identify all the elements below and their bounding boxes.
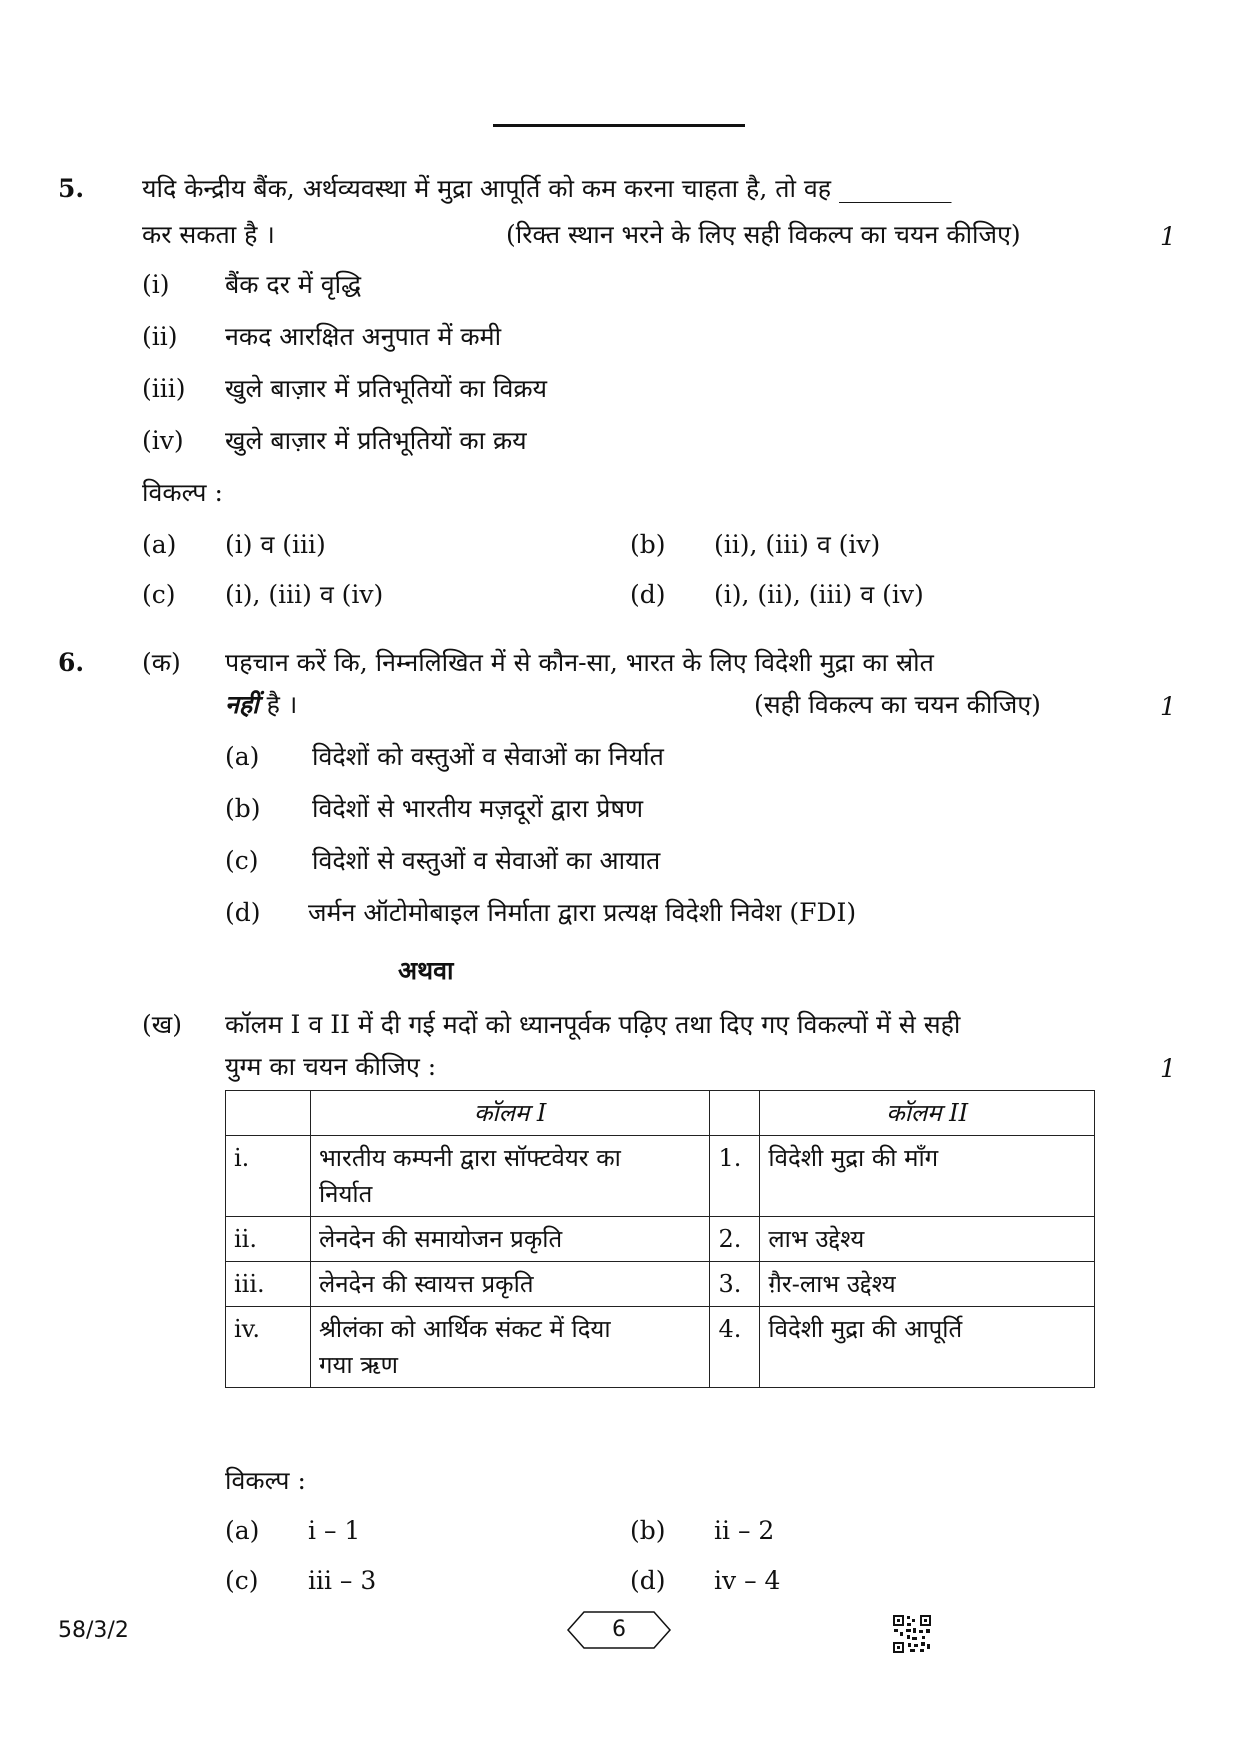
- page-number: 6: [612, 1617, 626, 1642]
- row-number: iv.: [226, 1307, 311, 1388]
- statement-text: नकद आरक्षित अनुपात में कमी: [225, 322, 502, 351]
- question-6a-label: (क): [142, 648, 181, 677]
- option-text: iv – 4: [714, 1566, 781, 1595]
- row-number: ii.: [226, 1217, 311, 1262]
- qr-code-icon: [892, 1614, 932, 1654]
- column-1-cell: [310, 1307, 710, 1388]
- statement-text: खुले बाज़ार में प्रतिभूतियों का क्रय: [225, 426, 527, 455]
- statement-number: (ii): [142, 322, 178, 351]
- statement-number: (iv): [142, 426, 184, 455]
- option-key: (c): [225, 1566, 259, 1595]
- question-6a-instruction: (सही विकल्प का चयन कीजिए): [754, 690, 1041, 719]
- question-5-number: 5.: [58, 174, 85, 203]
- column-2-cell: विदेशी मुद्रा की माँग: [760, 1136, 1095, 1217]
- option-text: विदेशों को वस्तुओं व सेवाओं का निर्यात: [312, 742, 664, 771]
- column-2-header: कॉलम II: [760, 1091, 1095, 1136]
- question-5-marks: 1: [1160, 222, 1176, 251]
- table-row: [226, 1136, 1095, 1217]
- column-2-cell: ग़ैर-लाभ उद्देश्य: [760, 1262, 1095, 1307]
- question-6b-text-line2: युग्म का चयन कीजिए :: [225, 1052, 437, 1081]
- table-row: [226, 1262, 1095, 1307]
- option-key: (a): [225, 742, 260, 771]
- row-number: 4.: [710, 1307, 760, 1388]
- option-key: (b): [630, 530, 666, 559]
- option-key: (c): [142, 580, 176, 609]
- or-separator: अथवा: [398, 956, 454, 985]
- option-text: i – 1: [308, 1516, 361, 1545]
- statement-number: (i): [142, 270, 170, 299]
- question-6b-text-line1: कॉलम I व II में दी गई मदों को ध्यानपूर्वक पढ़िए तथा दिए गए विकल्पों में से सही: [225, 1010, 961, 1039]
- statement-text: बैंक दर में वृद्धि: [225, 270, 362, 299]
- table-header-row: [226, 1091, 1095, 1136]
- option-key: (d): [630, 580, 666, 609]
- top-rule: [493, 124, 745, 127]
- option-key: (b): [630, 1516, 666, 1545]
- option-text: (i) व (iii): [225, 530, 326, 559]
- cell-line: निर्यात: [318, 1180, 373, 1208]
- question-5-text-line2: कर सकता है ।: [142, 220, 275, 249]
- option-text: विदेशों से वस्तुओं व सेवाओं का आयात: [312, 846, 661, 875]
- option-text: (i), (ii), (iii) व (iv): [714, 580, 924, 609]
- question-6a-text-rest: है ।: [266, 690, 298, 719]
- option-key: (a): [142, 530, 177, 559]
- cell-line: भारतीय कम्पनी द्वारा सॉफ्टवेयर का: [318, 1144, 621, 1172]
- table-cell: [226, 1091, 311, 1136]
- statement-number: (iii): [142, 374, 186, 403]
- column-1-header: कॉलम I: [310, 1091, 710, 1136]
- row-number: 2.: [710, 1217, 760, 1262]
- options-label: विकल्प :: [225, 1466, 306, 1495]
- option-text: iii – 3: [308, 1566, 377, 1595]
- table-row: [226, 1307, 1095, 1388]
- question-6b-label: (ख): [142, 1010, 182, 1039]
- row-number: 1.: [710, 1136, 760, 1217]
- option-key: (b): [225, 794, 261, 823]
- page-number-badge: [566, 1610, 672, 1650]
- option-key: (d): [630, 1566, 666, 1595]
- match-table: [225, 1090, 1095, 1388]
- option-key: (d): [225, 898, 261, 927]
- row-number: 3.: [710, 1262, 760, 1307]
- question-6a-text-line2: [225, 690, 297, 720]
- paper-code: 58/3/2: [58, 1618, 129, 1643]
- cell-line: गया ऋण: [318, 1351, 399, 1379]
- option-key: (c): [225, 846, 259, 875]
- column-2-cell: लाभ उद्देश्य: [760, 1217, 1095, 1262]
- option-text: विदेशों से भारतीय मज़दूरों द्वारा प्रेषण: [312, 794, 644, 823]
- question-6a-marks: 1: [1160, 692, 1176, 721]
- column-1-cell: लेनदेन की समायोजन प्रकृति: [310, 1217, 710, 1262]
- question-6a-text-line1: पहचान करें कि, निम्नलिखित में से कौन-सा, भारत के लिए विदेशी मुद्रा का स्रोत: [225, 648, 934, 677]
- table-cell: [710, 1091, 760, 1136]
- not-emphasis: नहीं: [225, 690, 259, 719]
- option-text: (ii), (iii) व (iv): [714, 530, 881, 559]
- question-5-instruction: (रिक्त स्थान भरने के लिए सही विकल्प का चयन कीजिए): [506, 220, 1021, 249]
- question-5-text-line1: यदि केन्द्रीय बैंक, अर्थव्यवस्था में मुद्रा आपूर्ति को कम करना चाहता है, तो वह _________: [142, 174, 952, 203]
- cell-line: श्रीलंका को आर्थिक संकट में दिया: [318, 1315, 611, 1343]
- table-row: [226, 1217, 1095, 1262]
- column-1-cell: लेनदेन की स्वायत्त प्रकृति: [310, 1262, 710, 1307]
- option-text: (i), (iii) व (iv): [225, 580, 384, 609]
- options-label: विकल्प :: [142, 478, 223, 507]
- option-key: (a): [225, 1516, 260, 1545]
- question-6-number: 6.: [58, 648, 85, 677]
- option-text: ii – 2: [714, 1516, 775, 1545]
- column-1-cell: [310, 1136, 710, 1217]
- question-6b-marks: 1: [1160, 1054, 1176, 1083]
- row-number: iii.: [226, 1262, 311, 1307]
- column-2-cell: विदेशी मुद्रा की आपूर्ति: [760, 1307, 1095, 1388]
- option-text: जर्मन ऑटोमोबाइल निर्माता द्वारा प्रत्यक्ष विदेशी निवेश (FDI): [308, 898, 857, 927]
- row-number: i.: [226, 1136, 311, 1217]
- statement-text: खुले बाज़ार में प्रतिभूतियों का विक्रय: [225, 374, 548, 403]
